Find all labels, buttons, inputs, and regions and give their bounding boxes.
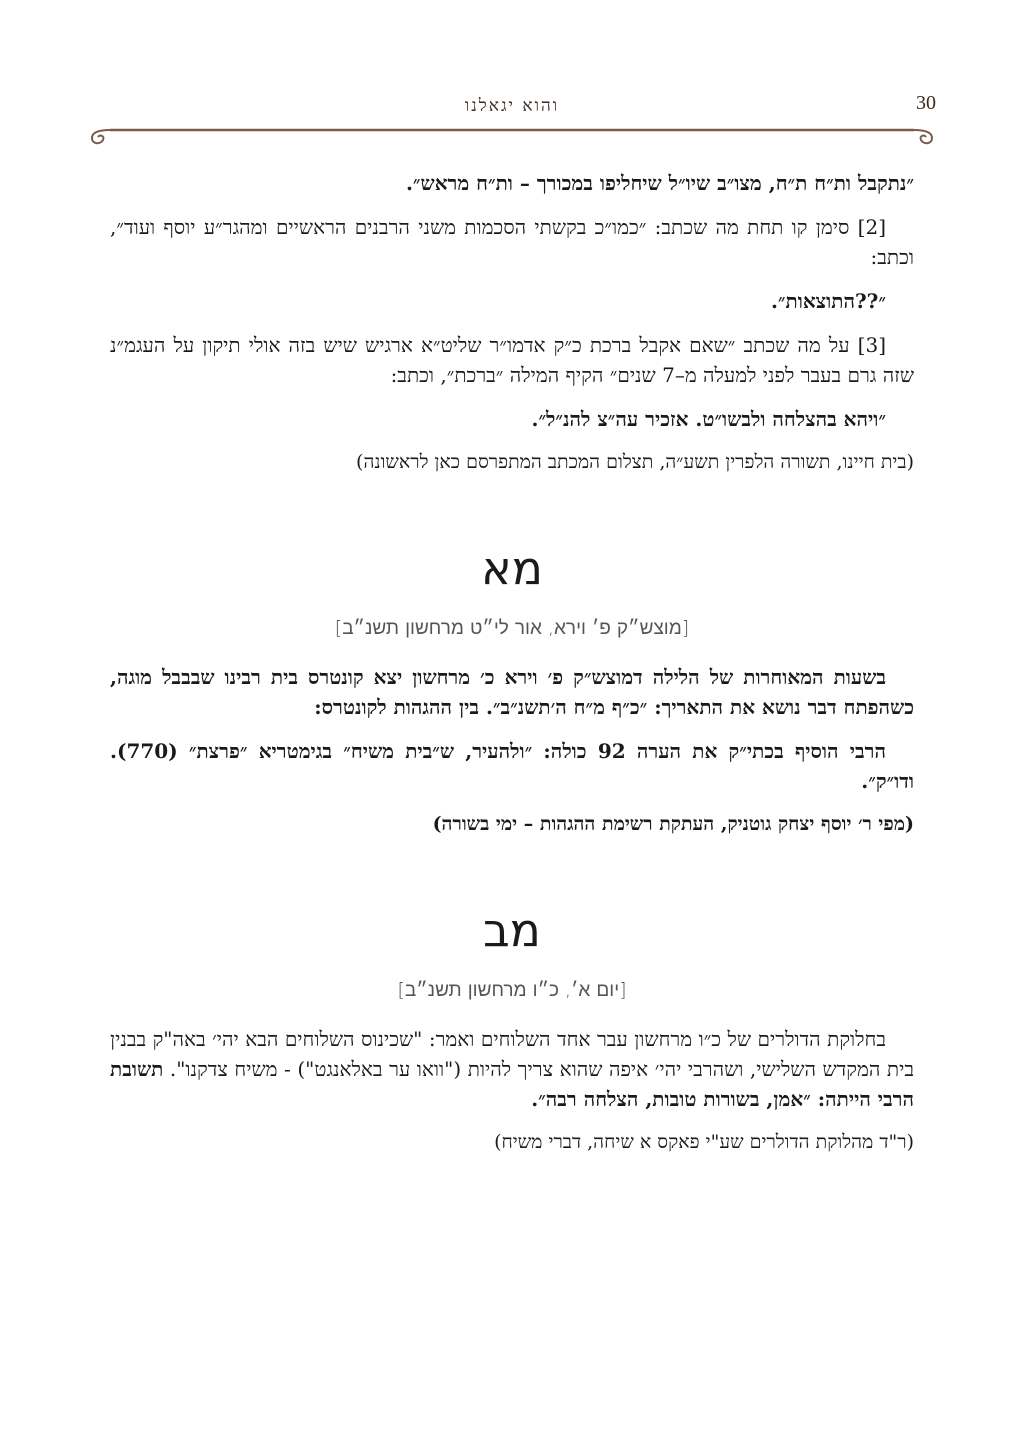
paragraph-3-reply: ״ויהא בהצלחה ולבשו״ט. אזכיר עה״צ להנ״ל״. (531, 407, 886, 431)
quote-line: ״נתקבל ות״ח ת״ח, מצו״ב שיו״ל שיחליפו במכורך – ות״ח מראש״. (405, 171, 914, 195)
paragraph-2 (110, 212, 914, 272)
paragraph-2-quote: ״כמו״כ בקשתי הסכמות משני הרבנים הראשיים ומהגר״ע יוסף ועוד״ (116, 215, 647, 239)
paragraph-3 (110, 330, 914, 390)
page-number: 30 (916, 92, 936, 114)
section-ma-source: (מפי ר׳ יוסף יצחק גוטניק, העתקת רשימת ההגהות – ימי בשורה) (432, 813, 914, 835)
page-header (80, 88, 944, 148)
source-note: (בית חיינו, תשורה הלפרין תשע״ה, תצלום המכתב המתפרסם כאן לראשונה) (356, 451, 914, 473)
paragraph-3-start: [3] על מה שכתב (735, 333, 886, 357)
section-ma-paragraph-1: בשעות המאוחרות של הלילה דמוצש״ק פ׳ וירא כ׳ מרחשון יצא קונטרס בית רבינו שבבבל מוגה, כשהפתח דבר נושא את התאריך: ״כ״ף מ״ח ה׳תשנ״ב״. בין ההגהות לקונטרס: (110, 665, 914, 719)
section-heading-mb: מב (483, 903, 541, 957)
section-mb-paragraph-1-reply: תשובת הרבי הייתה: ״אמן, בשורות טובות, הצלחה רבה״. (110, 1057, 914, 1111)
paragraph-2-start: [2] סימן קו תחת מה שכתב: (646, 215, 886, 239)
section-mb-paragraph-1 (110, 1024, 914, 1114)
page-body (110, 168, 914, 1170)
paragraph-2-reply: ״??התוצאות״. (770, 289, 886, 313)
section-date-mb: [יום א׳, כ״ו מרחשון תשנ״ב] (397, 979, 627, 1001)
section-mb-paragraph-1-start: בחלוקת הדולרים של כ״ו מרחשון עבר אחד השלוחים ואמר: "שכינוס השלוחים הבא יהי׳ באה"ק בבנין בית המקדש השלישי, ושהרבי יהי׳ איפה שהוא צריך להיות ("וואו ער באלאנגט") - משיח צדקנו". (110, 1027, 914, 1081)
section-mb-source: (ר"ד מהלוקת הדולרים שע"י פאקס א שיחה, דברי משיח) (494, 1131, 914, 1153)
ornamental-rule-icon (80, 118, 944, 148)
section-ma-paragraph-2: הרבי הוסיף בכתי״ק את הערה 92 כולה: ״ולהעיר, ש״בית משיח״ בגימטריא ״פרצת״ (770). ודו״ק״. (110, 739, 914, 793)
section-heading-ma: מא (481, 541, 543, 595)
paragraph-2-end: , וכתב: (110, 215, 914, 269)
section-date-ma: [מוצש״ק פ׳ וירא, אור לי״ט מרחשון תשנ״ב] (334, 617, 690, 639)
paragraph-3-quote: ״שאם אקבל ברכת כ״ק אדמו״ר שליט״א ארגיש שיש בזה אולי תיקון על העגמ״נ שזה גרם בעבר לפני למעלה מ–7 שנים״ (110, 333, 914, 387)
running-title: והוא יגאלנו (464, 96, 560, 116)
paragraph-3-end: הקיף המילה ״ברכת״, וכתב: (390, 363, 610, 387)
